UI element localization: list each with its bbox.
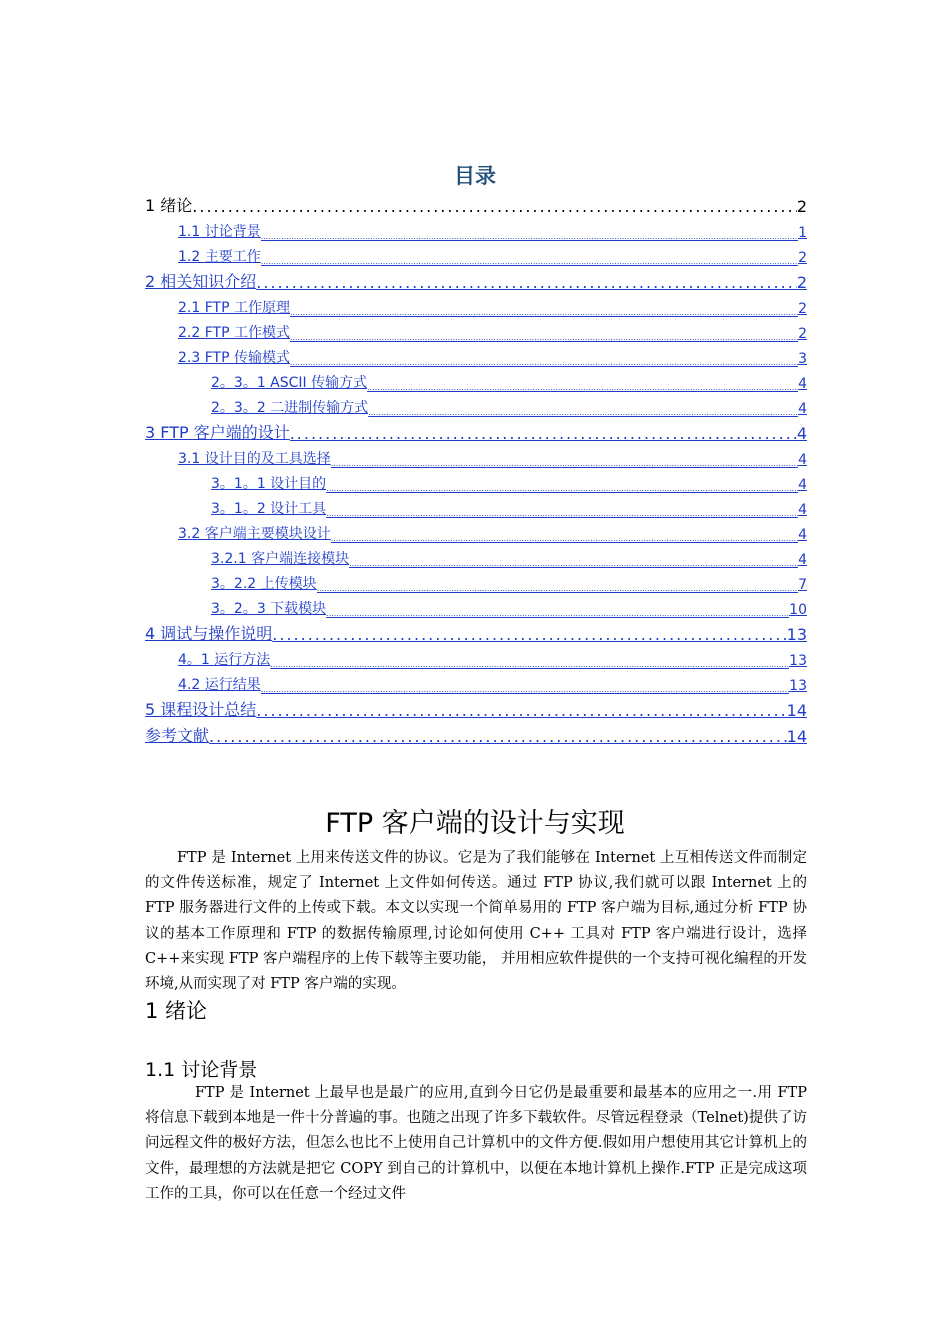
toc-entry-page: 2	[796, 197, 807, 216]
toc-entry-page: 4	[798, 401, 807, 417]
toc-entry-page: 2	[796, 273, 807, 292]
toc-entry-page: 3	[798, 351, 807, 367]
toc-title: 目录	[454, 164, 496, 188]
toc-leader-dots	[331, 534, 798, 543]
toc-leader-dots	[349, 559, 798, 568]
toc-entry-page: 7	[798, 577, 807, 593]
toc-entry-label: 4.2 运行结果	[178, 677, 261, 693]
toc-entry-label: 1 绪论	[145, 196, 193, 215]
section-1-1-heading: 1.1 讨论背景	[145, 1059, 258, 1081]
toc-leader-dots	[290, 424, 797, 443]
toc-entry[interactable]	[145, 644, 807, 669]
toc-entry[interactable]	[145, 342, 807, 367]
toc-leader-dots	[272, 625, 786, 644]
toc-entry[interactable]	[145, 292, 807, 317]
toc-entry-page: 4	[796, 424, 807, 443]
toc-entry[interactable]	[145, 720, 807, 746]
toc-entry-label: 2.2 FTP 工作模式	[178, 325, 290, 341]
toc-entry-label: 2.3 FTP 传输模式	[178, 350, 290, 366]
section-1-1-body: FTP 是 Internet 上最早也是最广的应用,直到今日它仍是最重要和最基本的应用之一.用 FTP 将信息下载到本地是一件十分普遍的事。也随之出现了许多下载软件。尽管远程登录（Telnet)提供了访问远程文件的极好方法，但怎么也比不上使用自己计算机中的文件方便.假如用户想使用其它计算机上的文件，最理想的方法就是把它 COPY 到自己的计算机中，以便在本地计算机上操作.FTP 正是完成这项工作的工具，你可以在任意一个经过文件	[145, 1085, 807, 1202]
toc-entry-label: 3.2.1 客户端连接模块	[211, 551, 350, 567]
toc-entry[interactable]	[145, 593, 807, 618]
toc-entry[interactable]	[145, 190, 807, 216]
toc-leader-dots	[326, 484, 798, 493]
toc-entry[interactable]	[145, 417, 807, 443]
toc-leader-dots	[367, 383, 798, 392]
toc-entry[interactable]	[145, 468, 807, 493]
toc-leader-dots	[256, 701, 786, 720]
toc-leader-dots	[261, 685, 789, 694]
toc-leader-dots	[192, 197, 797, 216]
toc-entry[interactable]	[145, 266, 807, 292]
toc-entry-label: 3 FTP 客户端的设计	[145, 423, 290, 442]
toc-entry-label: 5 课程设计总结	[145, 700, 257, 719]
toc-entry-page: 4	[798, 376, 807, 392]
toc-entry-label: 1.2 主要工作	[178, 249, 261, 265]
toc-entry-label: 3.2 客户端主要模块设计	[178, 526, 331, 542]
toc-entry-page: 4	[798, 502, 807, 518]
toc-entry[interactable]	[145, 493, 807, 518]
toc-leader-dots	[256, 273, 797, 292]
toc-leader-dots	[326, 509, 798, 518]
toc-leader-dots	[270, 660, 789, 669]
toc-entry[interactable]	[145, 443, 807, 468]
toc-leader-dots	[326, 609, 789, 618]
toc-entry-label: 4 调试与操作说明	[145, 624, 273, 643]
abstract-paragraph: FTP 是 Internet 上用来传送文件的协议。它是为了我们能够在 Internet 上互相传送文件而制定的文件传送标准，规定了 Internet 上文件如何传送。通过 FTP 协议,我们就可以跟 Internet 上的 FTP 服务器进行文件的上传或下载。本文以实现一个简单易用的 FTP 客户端为目标,通过分析 FTP 协议的基本工作原理和 FTP 的数据传输原理,讨论如何使用 C++ 工具对 FTP 客户端进行设计，选择 C++来实现 FTP 客户端程序的上传下载等主要功能， 并用相应软件提供的一个支持可视化编程的开发环境,从而实现了对 FTP 客户端的实现。	[145, 850, 807, 993]
toc-leader-dots	[290, 333, 798, 342]
toc-leader-dots	[261, 232, 798, 241]
toc-entry[interactable]	[145, 543, 807, 568]
toc-entry-label: 2。3。2 二进制传输方式	[211, 400, 369, 416]
toc-entry-label: 3。1。2 设计工具	[211, 501, 327, 517]
toc-entry-label: 1.1 讨论背景	[178, 224, 261, 240]
toc-entry-page: 2	[798, 326, 807, 342]
toc-entry[interactable]	[145, 367, 807, 392]
toc-entry-label: 3。2。3 下载模块	[211, 601, 327, 617]
toc-entry[interactable]	[145, 568, 807, 593]
toc-entry-label: 2 相关知识介绍	[145, 272, 257, 291]
toc-entry-label: 3.1 设计目的及工具选择	[178, 451, 331, 467]
toc-entry[interactable]	[145, 518, 807, 543]
toc-leader-dots	[317, 584, 798, 593]
toc-entry-page: 4	[798, 527, 807, 543]
toc-entry-page: 13	[786, 625, 807, 644]
toc-leader-dots	[261, 257, 798, 266]
toc-entry-label: 4。1 运行方法	[178, 652, 271, 668]
toc-entry[interactable]	[145, 694, 807, 720]
toc-leader-dots	[368, 408, 798, 417]
toc-entry-page: 10	[789, 602, 807, 618]
toc-entry-label: 3。2.2 上传模块	[211, 576, 317, 592]
toc-entry[interactable]	[145, 669, 807, 694]
toc-leader-dots	[290, 358, 798, 367]
toc-entry[interactable]	[145, 618, 807, 644]
toc-entry-label: 2.1 FTP 工作原理	[178, 300, 290, 316]
toc-entry[interactable]	[145, 392, 807, 417]
toc-entry-page: 14	[786, 701, 807, 720]
toc-entry-page: 4	[798, 477, 807, 493]
toc-entry-page: 13	[789, 653, 807, 669]
document-title: FTP 客户端的设计与实现	[325, 808, 625, 839]
toc-entry-page: 4	[798, 552, 807, 568]
toc-entry-label: 参考文献	[145, 726, 210, 745]
toc-entry[interactable]	[145, 216, 807, 241]
toc-entry-page: 14	[786, 727, 807, 746]
toc-entry[interactable]	[145, 317, 807, 342]
table-of-contents	[145, 190, 807, 746]
section-1-heading: 1 绪论	[145, 999, 208, 1023]
toc-entry-page: 1	[798, 225, 807, 241]
toc-entry-page: 2	[798, 301, 807, 317]
toc-leader-dots	[209, 727, 787, 746]
toc-entry-page: 2	[798, 250, 807, 266]
toc-entry-page: 13	[789, 678, 807, 694]
toc-entry-label: 3。1。1 设计目的	[211, 476, 327, 492]
toc-entry[interactable]	[145, 241, 807, 266]
toc-entry-label: 2。3。1 ASCII 传输方式	[211, 375, 368, 391]
toc-leader-dots	[331, 459, 798, 468]
toc-entry-page: 4	[798, 452, 807, 468]
toc-leader-dots	[290, 308, 798, 317]
